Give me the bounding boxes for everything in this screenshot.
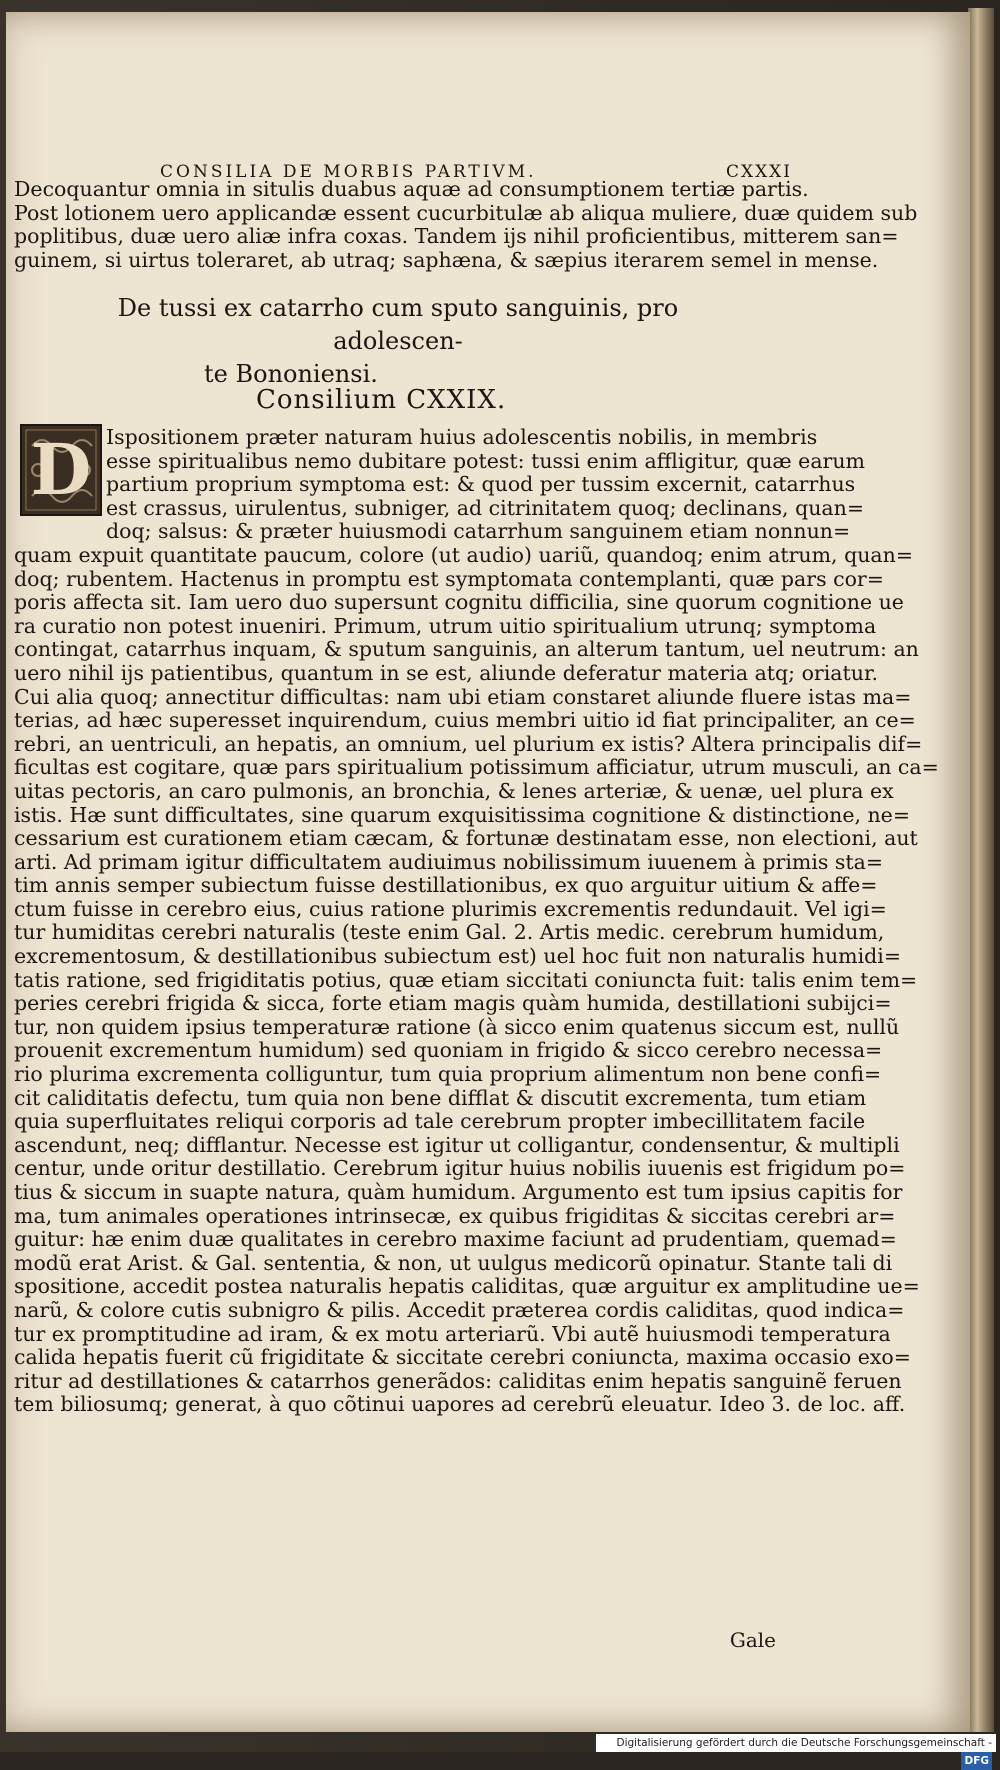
book-edge bbox=[968, 8, 994, 1732]
body-line: excrementosum, & destillationibus subiectum est) uel hoc fuit non naturalis humidi= bbox=[14, 944, 902, 969]
body-line: quam expuit quantitate paucum, colore (ut audio) uariũ, quandoq; enim atrum, quan= bbox=[14, 542, 913, 567]
body-line: tim annis semper subiectum fuisse destillationibus, ex quo arguitur uitium & affe= bbox=[14, 873, 878, 898]
body-line: ascendunt, neq; difflantur. Necesse est igitur ut colligantur, condensentur, & multipli bbox=[14, 1132, 900, 1157]
body-line: uero nihil ijs patientibus, quantum in se est, aliunde deferatur materia atq; oriatur. bbox=[14, 660, 879, 685]
digitization-footer bbox=[596, 1734, 996, 1767]
body-line: quia superfluitates reliqui corporis ad tale cerebrum propter imbecillitatem facile bbox=[14, 1109, 866, 1134]
body-line: partium proprium symptoma est: & quod per tussim excernit, catarrhus bbox=[106, 472, 856, 497]
body-line: terias, ad hæc superesset inquirendum, cuius membri uitio id fiat principaliter, an ce= bbox=[14, 708, 916, 733]
consilium-title: Consilium CXXIX. bbox=[256, 385, 507, 415]
body-line: doq; rubentem. Hactenus in promptu est symptomata contemplanti, quæ pars cor= bbox=[14, 566, 884, 591]
dfg-logo: DFG bbox=[961, 1752, 992, 1770]
body-line: Cui alia quoq; annectitur difficultas: nam ubi etiam constaret aliunde fluere istas ma= bbox=[14, 684, 912, 709]
body-line: poris affecta sit. Iam uero duo supersunt cognitu difficilia, sine quorum cognitione ue bbox=[14, 590, 904, 615]
catchword: Gale bbox=[729, 1628, 776, 1652]
section-heading bbox=[88, 292, 708, 391]
body-line: tur ex promptitudine ad iram, & ex motu arteriarũ. Vbi autẽ huiusmodi temperatura bbox=[14, 1321, 891, 1346]
body-line: spositione, accedit postea naturalis hepatis caliditas, quæ arguitur ex amplitudine ue= bbox=[14, 1274, 920, 1299]
body-line: est crassus, uirulentus, subniger, ad citrinitatem quoq; declinans, quan= bbox=[106, 495, 864, 520]
body-line: centur, unde oritur destillatio. Cerebrum igitur huius nobilis iuuenis est frigidum po= bbox=[14, 1156, 906, 1181]
body-line: narũ, & colore cutis subnigro & pilis. Accedit præterea cordis caliditas, quod indica= bbox=[14, 1297, 905, 1322]
footer-text: Digitalisierung gefördert durch die Deutsche Forschungsgemeinschaft - bbox=[616, 1737, 992, 1749]
heading-line-1: De tussi ex catarrho cum sputo sanguinis, pro adolescen- bbox=[117, 294, 679, 355]
body-line: rebri, an uentriculi, an hepatis, an omnium, uel plurium ex istis? Altera principalis dif= bbox=[14, 731, 923, 756]
body-line: cit caliditatis defectu, tum quia non bene difflat & discutit excrementa, tum etiam bbox=[14, 1085, 867, 1110]
body-line: prouenit excrementum humidum) sed quoniam in frigido & sicco cerebro necessa= bbox=[14, 1038, 883, 1063]
consilium-body bbox=[14, 425, 939, 1417]
body-line: ficultas est cogitare, quæ pars spiritualium potissimum afficiatur, utrum musculi, an ca= bbox=[14, 755, 939, 780]
body-line: modũ erat Arist. & Gal. sententia, & non, ut uulgus medicorũ opinatur. Stante tali di bbox=[14, 1250, 893, 1275]
body-line: tem biliosumq; generat, à quo cõtinui uapores ad cerebrũ eleuatur. Ideo 3. de loc. aff. bbox=[14, 1392, 906, 1417]
body-line: cessarium est curationem etiam cæcam, & fortunæ destinatam esse, non electioni, aut bbox=[14, 826, 918, 851]
body-line: istis. Hæ sunt difficultates, sine quarum exquisitissima cognitione & distinctione, ne= bbox=[14, 802, 910, 827]
body-line: calida hepatis fuerit cũ frigiditate & siccitate cerebri coniuncta, maxima occasio exo= bbox=[14, 1345, 911, 1370]
body-line: tius & siccum in suapte natura, quàm humidum. Argumento est tum ipsius capitis for bbox=[14, 1180, 903, 1204]
body-line: guitur: hæ enim duæ qualitates in cerebro maxime faciunt ad prudentiam, quemad= bbox=[14, 1227, 897, 1252]
intro-line: Post lotionem uero applicandæ essent cucurbitulæ ab aliqua muliere, duæ quidem sub bbox=[14, 200, 918, 225]
body-line: doq; salsus: & præter huiusmodi catarrhum sanguinem etiam nonnun= bbox=[106, 519, 851, 544]
body-line: uitas pectoris, an caro pulmonis, an bronchia, & lenes arteriæ, & uenæ, uel plura ex bbox=[14, 778, 894, 803]
intro-paragraph bbox=[14, 177, 918, 272]
body-line: peries cerebri frigida & sicca, forte etiam magis quàm humida, destillationi subijci= bbox=[14, 991, 892, 1016]
body-line: esse spiritualibus nemo dubitare potest: tussi enim affligitur, quæ earum bbox=[106, 448, 865, 473]
running-head: CONSILIA DE MORBIS PARTIVM. bbox=[160, 162, 537, 182]
body-line: contingat, catarrhus inquam, & sputum sanguinis, an alterum tantum, uel neutrum: an bbox=[14, 637, 919, 662]
body-line: rio plurima excrementa colliguntur, tum quia proprium alimentum non bene confi= bbox=[14, 1062, 882, 1087]
intro-line: guinem, si uirtus toleraret, ab utraq; saphæna, & sæpius iterarem semel in mense. bbox=[14, 247, 879, 272]
body-line: Ispositionem præter naturam huius adolescentis nobilis, in membris bbox=[106, 425, 818, 449]
heading-line-2: te Bononiensi. bbox=[204, 360, 378, 388]
initial-letter: D bbox=[30, 428, 92, 511]
body-line: ra curatio non potest inueniri. Primum, utrum uitio spiritualium utrunq; symptoma bbox=[14, 613, 877, 638]
folio-number: CXXXI bbox=[725, 162, 792, 182]
body-line: ritur ad destillationes & catarrhos generãdos: caliditas enim hepatis sanguinẽ feruen bbox=[14, 1368, 902, 1393]
body-line: ctum fuisse in cerebro eius, cuius ratione plurimis excrementis redundauit. Vel igi= bbox=[14, 896, 887, 921]
body-line: tur humiditas cerebri naturalis (teste enim Gal. 2. Artis medic. cerebrum humidum, bbox=[14, 920, 885, 945]
body-line: ma, tum animales operationes intrinsecæ, ex quibus frigiditas & siccitas cerebri ar= bbox=[14, 1203, 896, 1228]
body-line: arti. Ad primam igitur difficultatem audiuimus nobilissimum iuuenem à primis sta= bbox=[14, 849, 884, 874]
intro-line: poplitibus, duæ uero aliæ infra coxas. Tandem ijs nihil proficientibus, mitterem san= bbox=[14, 224, 899, 249]
intro-line: Decoquantur omnia in situlis duabus aquæ ad consumptionem tertiæ partis. bbox=[14, 177, 809, 201]
body-line: tatis ratione, sed frigiditatis potius, quæ etiam siccitati coniuncta fuit: talis enim tem= bbox=[14, 967, 918, 992]
body-line: tur, non quidem ipsius temperaturæ ratione (à sicco enim quatenus siccum est, nullũ bbox=[14, 1014, 900, 1039]
